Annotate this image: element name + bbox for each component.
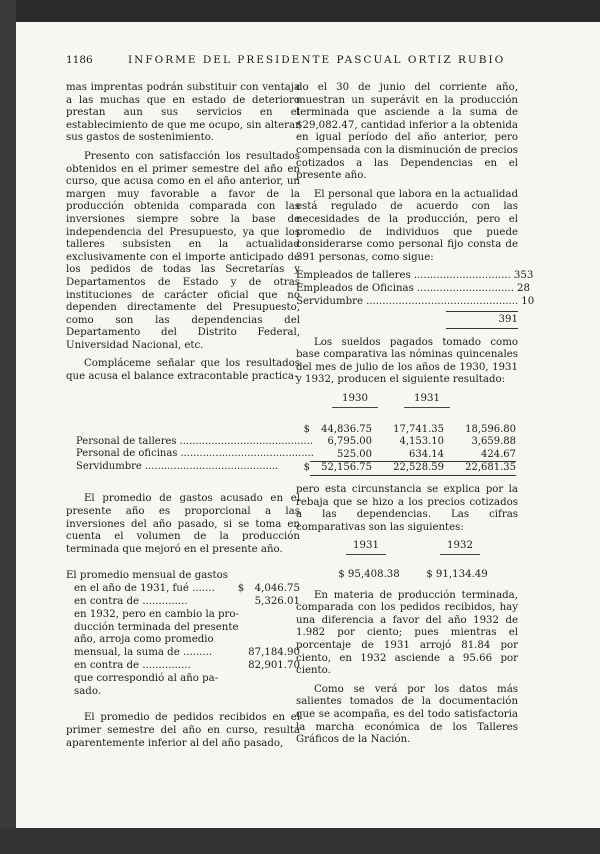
list-item: ducción terminada del presente [74, 621, 239, 633]
right-paragraph-6: Como se verá por los datos más salientes tomados de la documentación que se acompaña, es del todo satisfactoria la marcha económica de los Talleres Gráficos de la Nación. [296, 683, 518, 746]
left-paragraph-5: El promedio de pedidos recibidos en el primer semestre del año en curso, resulta aparentemente inferior al del año pasado, [66, 712, 300, 749]
leader-dots: .......................................... [180, 448, 314, 460]
table-row-label: Servidumbre [76, 460, 142, 472]
list-item: en contra de ............... 82,901.70 [74, 659, 300, 671]
right-paragraph-3: Los sueldos pagados tomado como base comparativa las nóminas quincenales del mes de julio de los años de 1930, 1931 y 1932, producen el siguiente resultado: [296, 336, 518, 386]
comparison-value: $ 95,408.38 [338, 569, 400, 580]
table-row-label: Personal de oficinas [76, 448, 178, 460]
scan-edge-top [0, 0, 600, 22]
list-item: que correspondió al año pa- [74, 672, 219, 684]
spacer [66, 562, 300, 570]
comparison-year-header [296, 540, 518, 555]
leader-dots: .............................. [413, 270, 511, 282]
right-paragraph-2: El personal que labora en la actualidad está regulado de acuerdo con las necesidades de la producción, pero el promedio de individuos que puede considerarse como personal fijo consta de 391 personas, como sigue: [296, 188, 518, 263]
table-row: Servidumbre ............................................... 10 [296, 295, 535, 307]
year-label: 1932 [440, 540, 480, 555]
table-row [76, 435, 314, 449]
year-label: 1931 [404, 393, 450, 408]
comparison-values [296, 569, 518, 582]
left-column [66, 82, 314, 756]
page-number: 1186 [66, 54, 93, 66]
staff-table [296, 270, 535, 328]
year-label: 1930 [332, 393, 378, 408]
spacer [296, 476, 518, 484]
table-total-row: $ 52,156.75 22,528.59 22,681.35 [303, 462, 516, 474]
list-item: año, arroja como promedio [74, 634, 214, 646]
staff-total: 391 [498, 314, 518, 326]
comparison-value: $ 91,134.49 [426, 569, 488, 580]
divider [446, 311, 518, 312]
table-gap [66, 390, 300, 436]
table-row: 6,795.00 4,153.10 3,659.88 [327, 436, 516, 448]
spacer [296, 329, 518, 337]
table-row: $ 44,836.75 17,741.35 18,596.80 [296, 424, 518, 437]
table-row: Empleados de Oficinas .............................. 28 [296, 282, 530, 294]
right-paragraph-4: pero esta circunstancia se explica por la rebaja que se hizo a los precios cotizados a las dependencias. Las cifras comparativas son las siguientes: [296, 484, 518, 533]
year-label: 1931 [346, 540, 386, 555]
right-paragraph-5: En materia de producción terminada, comparada con los pedidos recibidos, hay una diferencia a favor del año 1932 de 1.982 por ciento; pues mientras el porcentaje de 1931 arrojó 81.84 por ciento, en 1932 asciende a 95.66 por ciento. [296, 589, 518, 677]
list-item: mensual, la suma de ......... 87,184.90 [74, 647, 300, 659]
leader-dots: ............................................... [366, 295, 519, 307]
spacer [66, 698, 300, 712]
leader-dots: .............................. [416, 282, 515, 294]
right-paragraph-1: do el 30 de junio del corriente año, muestran un superávit en la producción terminada que asciende a la suma de $29,082.47, cantidad inferior a la obtenida en igual período del año anterior, pero compensada con la disminución de precios cotizados a las Dependencias en el presente año. [296, 82, 518, 182]
spacer [66, 473, 300, 493]
table-row: 525.00 634.14 424.67 [337, 448, 516, 460]
list-item: en contra de .............. 5,326.01 [74, 596, 300, 607]
left-paragraph-2: Presento con satisfacción los resultados obtenidos en el primer semestre del año en curso, que acusa como en el año anterior, un margen muy favorable a favor de la producción obtenida comparada con las inversiones siempre sobre la base de independencia del Presupuesto, ya que los talleres subsisten en la actualidad exclusivamente con el importe anticipado de los pedidos de todas las Secretarías y Departamentos de Estado y de otras instituciones de carácter oficial que no dependen directamente del Presupuesto, como son las dependencias del Departamento del Distrito Federal, Universidad Nacional, etc. [66, 150, 300, 351]
scan-edge-bottom [0, 828, 600, 854]
monthly-average-block [66, 570, 300, 698]
list-item: El promedio mensual de gastos [66, 570, 228, 582]
left-paragraph-4: El promedio de gastos acusado en el presente año es proporcional a las inversiones del año pasado, si se toma en cuenta el volumen de la producción terminada que mejoró en el presente año. [66, 493, 300, 555]
table-row-label: Personal de talleres [76, 435, 177, 447]
table-year-header [296, 393, 518, 408]
left-paragraph-1: mas imprentas podrán substituir con ventaja a las muchas que en estado de deterioro prestan aun sus servicios en el establecimiento de que me ocupo, sin alterar sus gastos de sostenimiento. [66, 82, 300, 144]
table-row: Empleados de talleres .............................. 353 [296, 270, 534, 282]
left-paragraph-3: Compláceme señalar que los resultados que acusa el balance extracontable practica- [66, 358, 300, 383]
table-row [76, 461, 300, 474]
list-item: en 1932, pero en cambio la pro- [74, 608, 239, 620]
header-title: INFORME DEL PRESIDENTE PASCUAL ORTIZ RUBIO [128, 54, 506, 66]
currency-sign: $ [303, 423, 310, 435]
list-item: en el año de 1931, fué ....... $ 4,046.75 [74, 583, 300, 595]
leader-dots: .......................................... [179, 435, 314, 447]
scan-edge-left [0, 0, 16, 854]
salary-table-labels [76, 435, 314, 474]
salary-table-values [296, 424, 518, 476]
list-item: sado. [74, 685, 102, 697]
table-row [76, 448, 314, 461]
leader-dots: .......................................... [144, 460, 279, 472]
right-column [296, 82, 535, 753]
